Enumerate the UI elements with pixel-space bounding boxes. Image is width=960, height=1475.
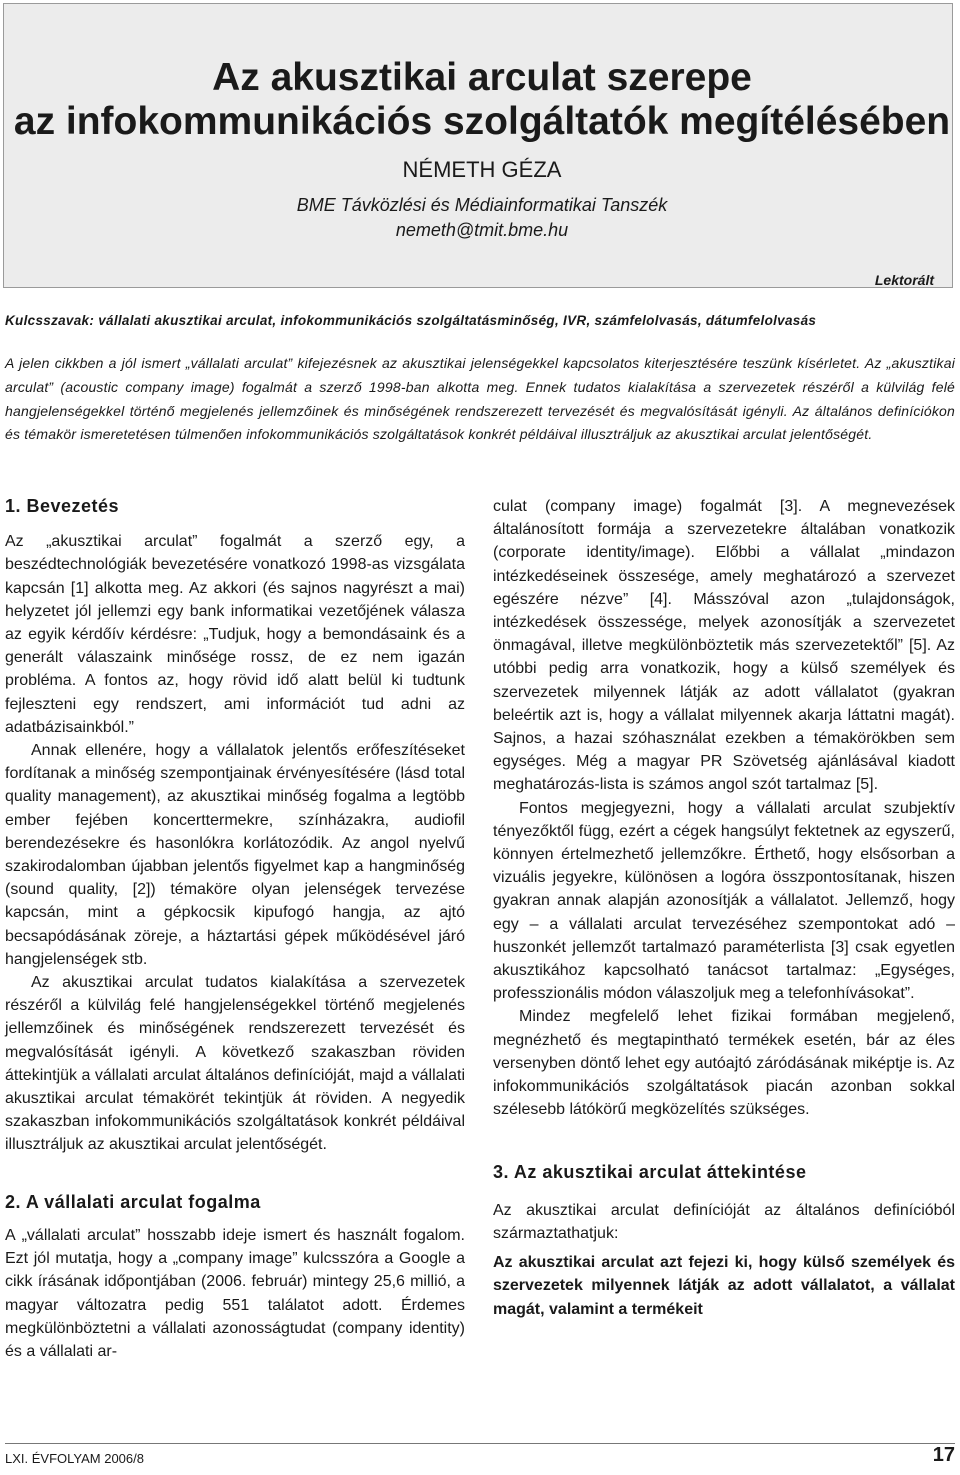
title-box (3, 3, 953, 288)
definition-quote: Az akusztikai arculat azt fejezi ki, hogy külső személyek és szervezetek milyennek látják az adott vállalatot, a vállalat magát, valamint a termékeit (493, 1254, 955, 1318)
paragraph: Fontos megjegyezni, hogy a vállalati arculat szubjektív tényezőktől függ, ezért a cégek hangsúlyt fektetnek az egyszerű, könnyen értelmezhető jellemzőkre. Érthető, hogy elsősorban a vizuális jegyekre, különösen a logóra összpontosítanak, hiszen gyakran annak alapján azonosítják a vállalatot. Jellemző, hogy egy – a vállalati arculat tervezéséhez szempontokat adó – huszonkét jellemzőt tartalmazó paraméterlista [3] csak egyetlen akusztikához kapcsolható tanácsot tartalmaz: „Egységes, professzionális módon válaszoljuk meg a telefonhívásokat”. (493, 799, 955, 1003)
author-name: NÉMETH GÉZA (402, 157, 562, 182)
left-column (5, 495, 465, 1363)
keywords: Kulcsszavak: vállalati akusztikai arculat, infokommunikációs szolgáltatásminőség, IVR, számfelolvasás, dátumfelolvasás (5, 313, 817, 328)
section-1-heading: 1. Bevezetés (5, 496, 120, 516)
paragraph: Az „akusztikai arculat” fogalmát a szerző egy, a beszédtechnológiák bevezetésére vonatkozó 1998-as vizsgálata kapcsán [1] alkotta meg. Az akkori (és sajnos nagyrészt a mai) helyzetet jól jellemzi egy bank informatikai vezetőjének válasza az egyik kérdőív kérdésre: „Tudjuk, hogy a bemondásaink és a generált válaszaink minősége rossz, de ez nem igazán probléma. A fontos az, hogy rövid idő alatt belül ki tudtunk fejleszteni egy rendszert, ami információt tud adni az adatbázisainkból.” (5, 533, 465, 736)
paragraph: Mindez megfelelő lehet fizikai formában megjelenő, megnézhető és megtapintható termékek esetén, bár az éles versenyben döntő lehet egy autóajtó záródásának miképtje is. Az infokommunikációs szolgáltatások piacán azonban sokkal szélesebb látókörű megközelítés szükséges. (493, 1008, 955, 1119)
paragraph: culat (company image) fogalmát [3]. A megnevezések általánosított formája a szervezetekre általában vonatkozik (corporate identity/image). Előbbi a vállalat „mindazon intézkedéseinek összesége, amely meghatározó a szervezet egészére nézve” [4]. Másszóval azon „tulajdonságok, intézkedések összessége, melyek azonosítják a szervezetet önmagával, illetve megkülönböztetik más szervezetektől” [5]. Az utóbbi pedig arra vonatkozik, hogy a külső személyek és szervezetek milyennek látják az adott vállalatot (gyakran beleértik azt is, hogy a vállalat milyennek akarja láttatni magát). Sajnos, a hazai szóhasználat ezekben a témakörökben sem egységes. Még a magyar PR Szövetség ajánlásával kiadott meghatározás-lista is számos angol szót tartalmaz [5]. (493, 498, 955, 794)
footer-rule (5, 1443, 955, 1444)
paragraph: A „vállalati arculat” hosszabb ideje ismert és használt fogalom. Ezt jól mutatja, hogy a „company image” kulcsszóra a Google a cikk írásának időpontjában (2006. február) mintegy 25,6 millió, a magyar változatra pedig 551 találatot adott. Érdemes megkülönböztetni a vállalati azonosságtudat (company identity) és a vállalati ar- (5, 1226, 465, 1360)
journal-issue: LXI. ÉVFOLYAM 2006/8 (5, 1451, 144, 1466)
section-2-heading: 2. A vállalati arculat fogalma (5, 1191, 261, 1212)
section-3-heading: 3. Az akusztikai arculat áttekintése (493, 1162, 807, 1183)
affiliation: BME Távközlési és Médiainformatikai Tanszék (296, 195, 668, 215)
right-column (493, 495, 955, 1321)
author-email: nemeth@tmit.bme.hu (395, 220, 569, 240)
page-number: 17 (932, 1444, 955, 1466)
abstract: A jelen cikkben a jól ismert „vállalati arculat” kifejezésnek az akusztikai jelenségekkel kapcsolatos kiterjesztésére teszünk kísérletet. Az „akusztikai arculat” (acoustic company image) fogalmát a szerző 1998-ban alkotta meg. Ennek tudatos kialakítása a szervezetek részéről a külvilág felé hangjelenségekkel történő megjelenés jellemzőinek és minőségének rendszerezett tervezését és megvalósítását igényli. Az általános definíciókon és témakör ismeretetésen túlmenően infokommunikációs szolgáltatások konkrét példáival illusztráljuk az akusztikai arculat jelentőségét. (5, 355, 955, 443)
title-line-1: Az akusztikai arculat szerepe (212, 56, 752, 99)
review-badge: Lektorált (874, 272, 934, 288)
paragraph: Az akusztikai arculat tudatos kialakítása a szervezetek részéről a külvilág felé hangjelenségekkel történő megjelenés jellemzőinek és minőségének rendszerezett tervezését és megvalósítását igényli. A következő szakaszban röviden áttekintjük a vállalati arculat általános definícióját, majd a vállalati akusztikai arculat témakörét tekintjük át röviden. A negyedik szakaszban infokommunikációs szolgáltatások konkrét példáival illusztráljuk az akusztikai arculat jelentőségét. (5, 974, 465, 1154)
paragraph: Annak ellenére, hogy a vállalatok jelentős erőfeszítéseket fordítanak a minőség szempontjainak érvényesítésére (lásd total quality management), az akusztikai minőség fogalma a legtöbb ember fejében koncerttermekre, színházakra, audiofil berendezésekre és hasonlókra korlátozódik. Az angol nyelvű szakirodalomban újabban jelentős figyelmet kap a hangminőség (sound quality, [2]) témaköre olyan jelenségek tervezése kapcsán, mint a gépkocsik kipufogó hangja, az ajtó becsapódásának zöreje, a háztartási gépek működésével járó hangjelenségek stb. (5, 742, 465, 968)
title-line-2: az infokommunikációs szolgáltatók megítélésében (13, 100, 951, 143)
paragraph: Az akusztikai arculat definícióját az általános definícióból származtathatjuk: (493, 1201, 955, 1242)
